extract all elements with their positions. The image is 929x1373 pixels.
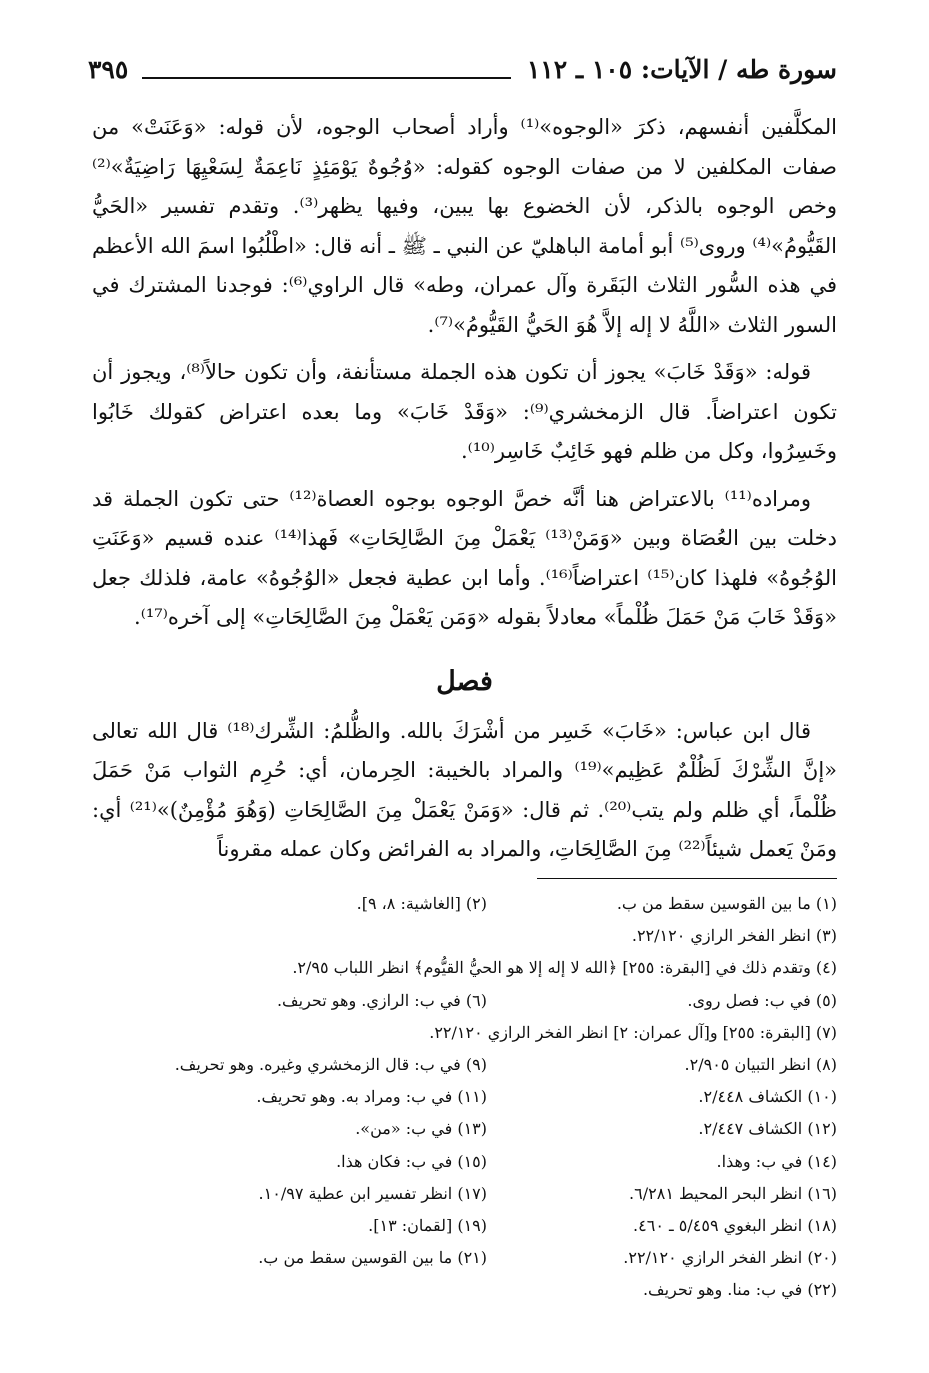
- running-title: سورة طه / الآيات: ١٠٥ ـ ١١٢: [526, 54, 837, 84]
- footnote: (١٨) انظر البغوي ٥/٤٥٩ ـ ٤٦٠.: [633, 1215, 837, 1235]
- header-rule: [142, 77, 511, 79]
- page-header: [88, 52, 837, 86]
- footnote: (٧) [البقرة: ٢٥٥] و[آل عمران: ٢] انظر الفخر الرازي ٢٢/١٢٠.: [429, 1022, 837, 1042]
- footnote-separator: [537, 878, 837, 879]
- footnote: (٣) انظر الفخر الرازي ٢٢/١٢٠.: [631, 926, 837, 946]
- footnote: (٢١) ما بين القوسين سقط من ب.: [258, 1248, 487, 1268]
- paragraph: ومراده⁽¹¹⁾ بالاعتراض هنا أنَّه خصَّ الوجوه بوجوه العصاة⁽¹²⁾ حتى تكون الجملة قد دخلت بين العُصَاة وبين «وَمَنْ⁽¹³⁾ يَعْمَلْ مِنَ الصَّالِحَاتِ» فَهذا⁽¹⁴⁾ عنده قسيم «وَعَنَتِ الوُجُوهُ» فلهذا كان⁽¹⁵⁾ اعتراضاً⁽¹⁶⁾. وأما ابن عطية فجعل «الوُجُوهُ» عامة، فلذلك جعل «وَقَدْ خَابَ مَنْ حَمَلَ ظُلْماً» معادلاً بقوله «وَمَن يَعْمَلْ مِنَ الصَّالِحَاتِ» إلى آخره⁽¹⁷⁾.: [92, 486, 837, 629]
- footnote: (١٣) في ب: «من».: [355, 1119, 487, 1139]
- footnote: (١٩) [لقمان: ١٣].: [368, 1215, 487, 1235]
- paragraph: قال ابن عباس: «خَابَ» خَسِر من أشْرَكَ بالله. والظُّلمُ: الشِّرك⁽¹⁸⁾ قال الله تعالى «إنَّ الشِّرْكَ لَظُلْمٌ عَظِيم»⁽¹⁹⁾ والمراد بالخيبة: الحِرمان، أي: حُرِم الثواب مَنْ حَمَلَ ظُلْماً، أي ظلم ولم يتب⁽²⁰⁾. ثم قال: «وَمَنْ يَعْمَلْ مِنَ الصَّالِحَاتِ (وَهُوَ مُؤْمِنٌ)»⁽²¹⁾ أي: ومَنْ يَعمل شيئاً⁽²²⁾ مِنَ الصَّالِحَاتِ، والمراد به الفرائض وكان عمله مقروناً: [92, 718, 837, 861]
- footnotes: [92, 888, 837, 1306]
- footnote: (٢٢) في ب: منا. وهو تحريف.: [642, 1280, 837, 1300]
- footnote: (١٥) في ب: فكان هذا.: [336, 1151, 487, 1171]
- footnote-row: [92, 920, 837, 952]
- footnote-row: [92, 952, 837, 984]
- footnote-row: [92, 1146, 837, 1178]
- page-number: ٣٩٥: [88, 54, 129, 84]
- footnote: (٢) [الغاشية: ٨، ٩].: [356, 894, 487, 913]
- footnote-row: [92, 888, 837, 920]
- paragraph: المكلَّفين أنفسهم، ذكرَ «الوجوه»⁽¹⁾ وأراد أصحاب الوجوه، لأن قوله: «وَعَنَتْ» من صفات المكلفين لا من صفات الوجوه كقوله: «وُجُوهٌ يَوْمَئِذٍ نَاعِمَةٌ لِسَعْيِهَا رَاضِيَةٌ»⁽²⁾ وخص الوجوه بالذكر، لأن الخضوع بها يبين، وفيها يظهر⁽³⁾. وتقدم تفسير «الحَيُّ القَيُّومُ»⁽⁴⁾ وروى⁽⁵⁾ أبو أمامة الباهليّ عن النبي ـ ﷺ ـ أنه قال: «اطْلُبُوا اسمَ الله الأعظم في هذه السُّور الثلاث البَقَرة وآل عمران، وطه» قال الراوي⁽⁶⁾: فوجدنا المشترك في السور الثلاث «اللَّهُ لا إله إلاَّ هُوَ الحَيُّ القَيُّومُ»⁽⁷⁾.: [92, 115, 837, 337]
- footnote: (١٧) انظر تفسير ابن عطية ١٠/٩٧.: [258, 1183, 487, 1203]
- footnote: (١٤) في ب: وهذا.: [716, 1151, 837, 1171]
- footnote-row: [92, 1274, 837, 1306]
- footnote: (٤) وتقدم ذلك في [البقرة: ٢٥٥] ﴿الله لا إله إلا هو الحيُّ القيُّوم﴾ انظر اللباب ٢/٩٥.: [292, 958, 837, 978]
- footnote-row: [92, 1242, 837, 1274]
- footnote: (٩) في ب: قال الزمخشري وغيره. وهو تحريف.: [174, 1054, 487, 1074]
- footnote: (١٦) انظر البحر المحيط ٦/٢٨١.: [629, 1183, 837, 1203]
- section-heading: فصل: [436, 665, 493, 697]
- footnote-row: [92, 1113, 837, 1145]
- footnote: (٨) انظر التبيان ٢/٩٠٥.: [684, 1054, 837, 1074]
- footnote: (١٢) الكشاف ٢/٤٤٧.: [698, 1119, 837, 1139]
- footnote-row: [92, 1210, 837, 1242]
- footnote-row: [92, 1017, 837, 1049]
- footnote: (١) ما بين القوسين سقط من ب.: [616, 894, 837, 913]
- footnote-row: [92, 985, 837, 1017]
- footnote: (٦) في ب: الرازي. وهو تحريف.: [276, 990, 487, 1010]
- footnote-row: [92, 1178, 837, 1210]
- paragraph: قوله: «وَقَدْ خَابَ» يجوز أن تكون هذه الجملة مستأنفة، وأن تكون حالاً⁽⁸⁾، ويجوز أن تكون اعتراضاً. قال الزمخشري⁽⁹⁾: «وَقَدْ خَابَ» وما بعده اعتراض كقولك خَابُوا وخَسِرُوا، وكل من ظلم فهو خَائِبٌ خَاسِر⁽¹⁰⁾.: [92, 360, 837, 463]
- footnote: (١١) في ب: ومراد به. وهو تحريف.: [256, 1087, 487, 1107]
- footnote-row: [92, 1049, 837, 1081]
- footnote: (٥) في ب: فصل روى.: [687, 990, 837, 1010]
- main-text: [92, 108, 837, 878]
- footnote: (٢٠) انظر الفخر الرازي ٢٢/١٢٠.: [623, 1248, 837, 1268]
- footnote: (١٠) الكشاف ٢/٤٤٨.: [698, 1087, 837, 1107]
- footnote-row: [92, 1081, 837, 1113]
